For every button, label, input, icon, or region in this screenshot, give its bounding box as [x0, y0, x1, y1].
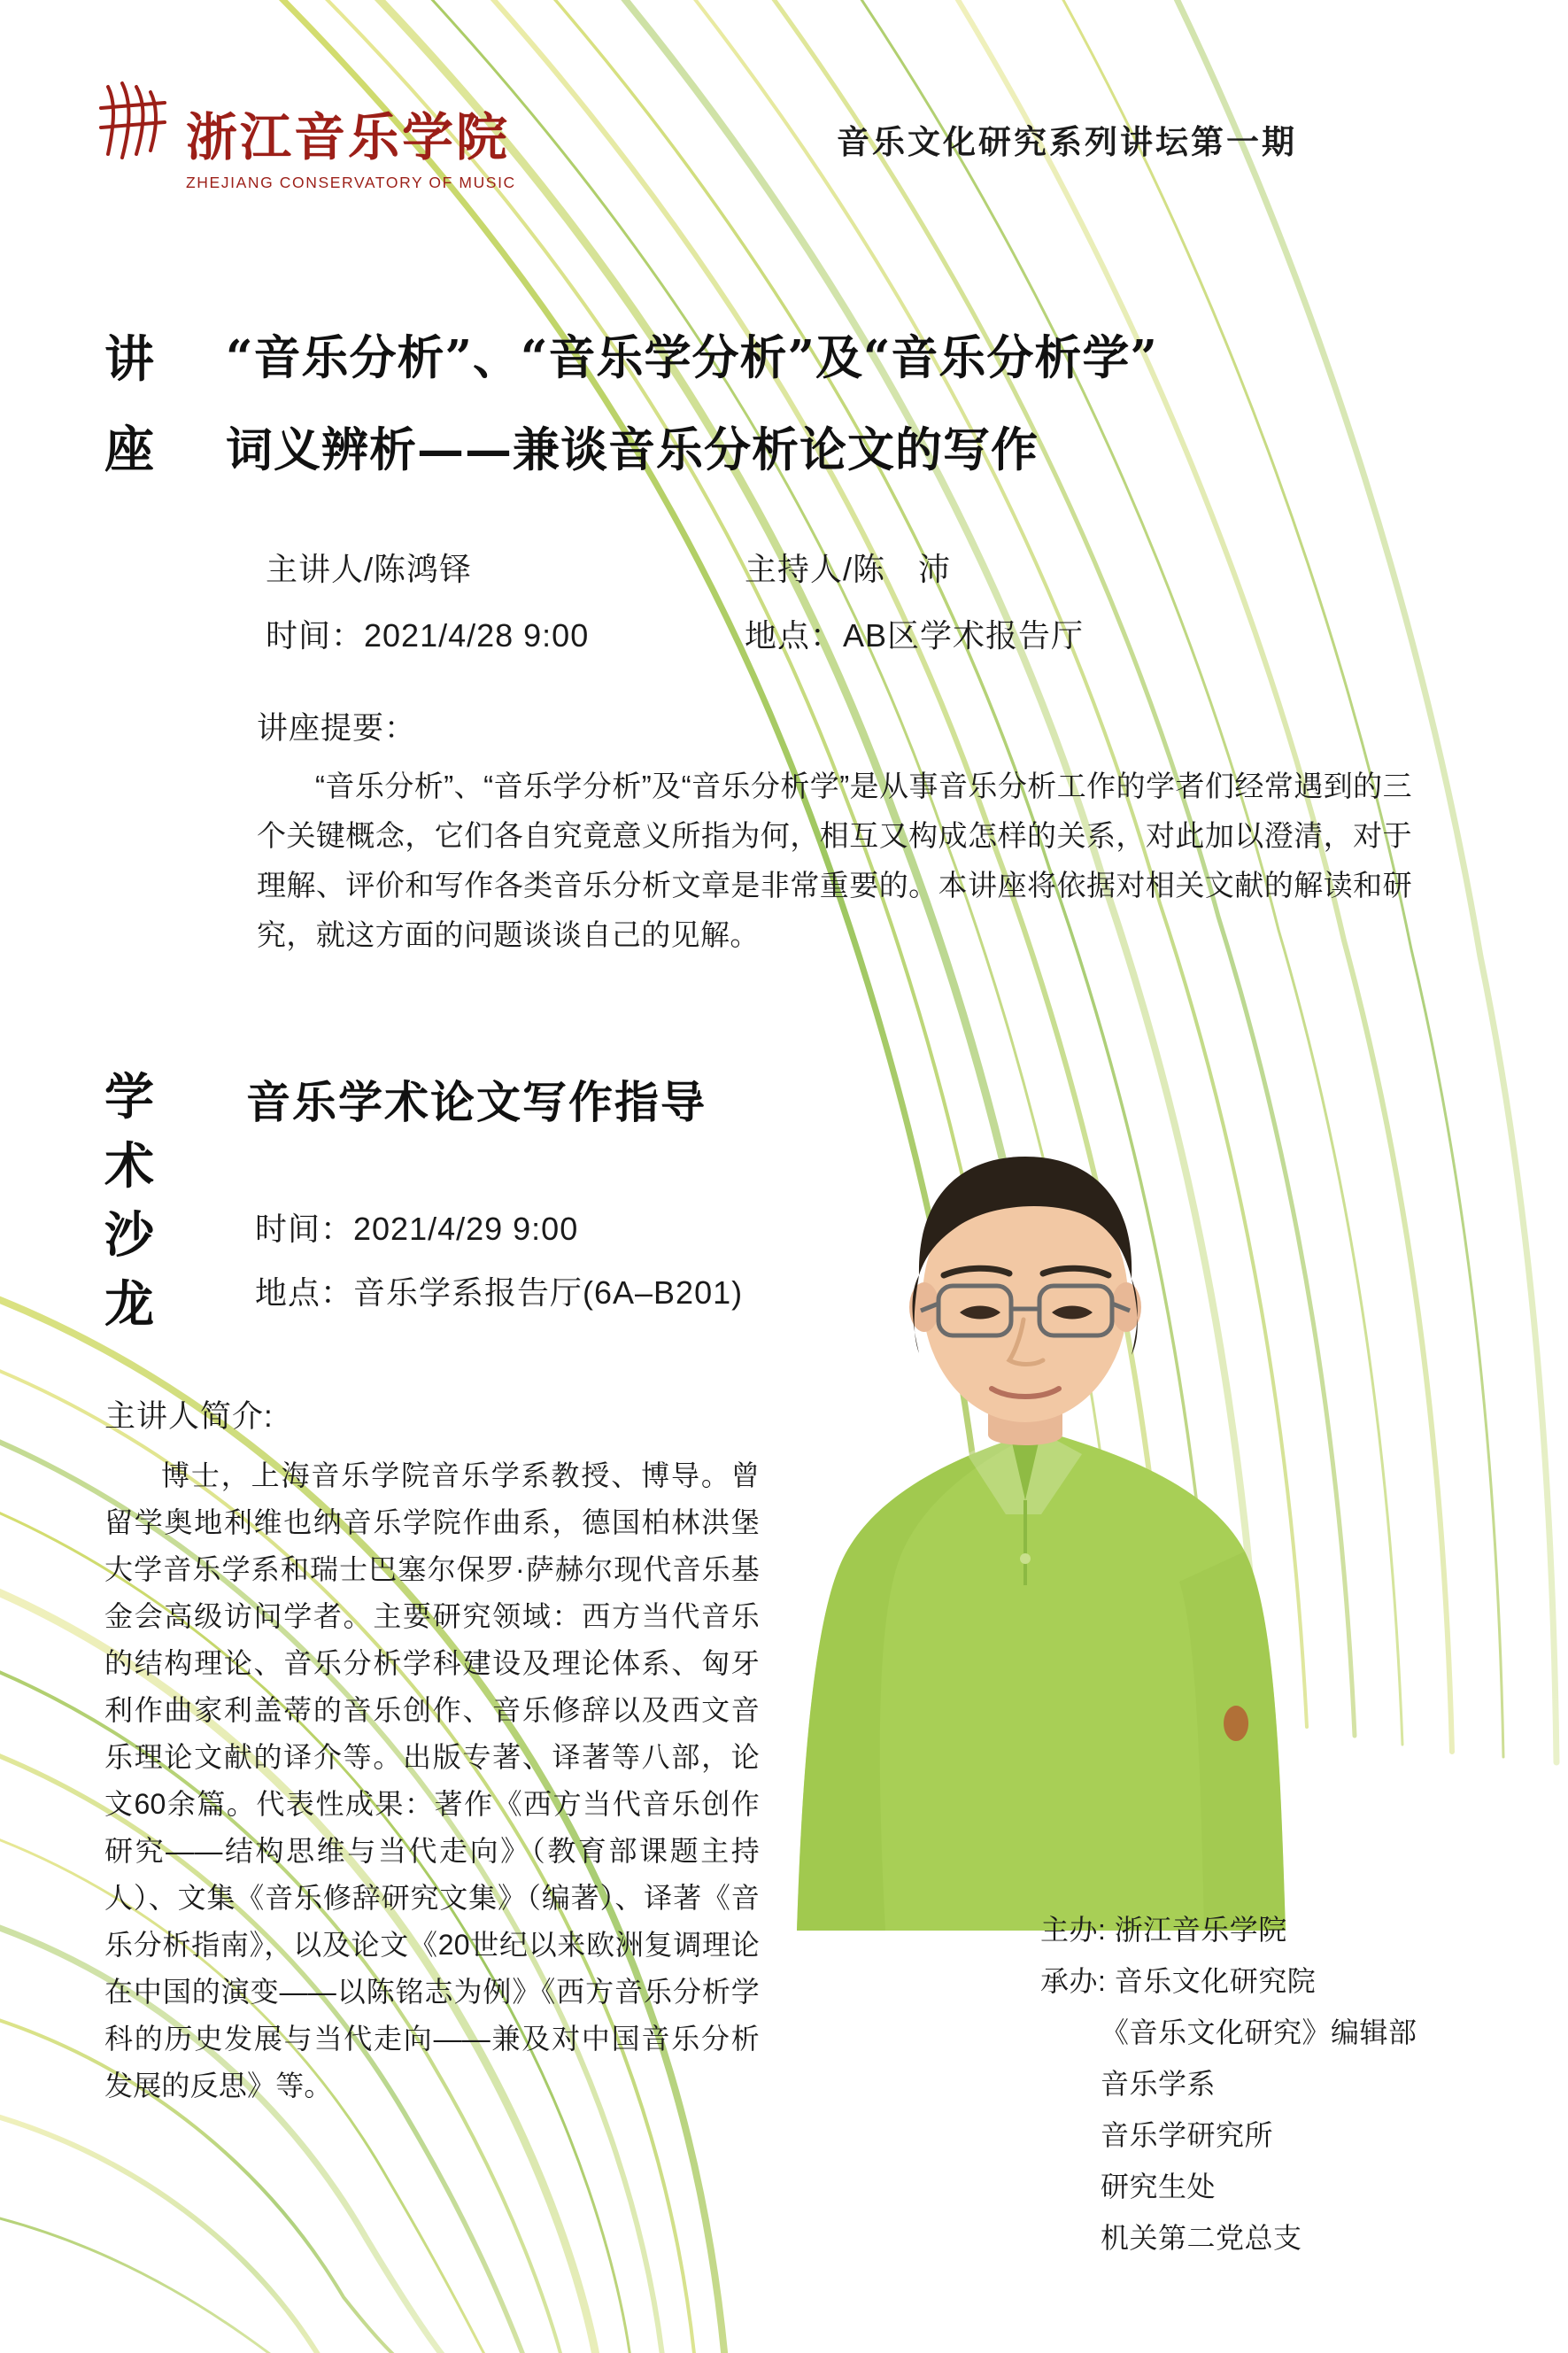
seal-mark-icon	[96, 78, 170, 163]
logo-chinese-name: 浙江音乐学院	[186, 107, 511, 167]
abstract-label: 讲座提要：	[257, 711, 417, 746]
lecture-host: 主持人/陈 沛	[745, 551, 952, 587]
lecture-people-row	[266, 545, 1461, 590]
organizer-line: 音乐学系	[1101, 2068, 1217, 2100]
organizer-line: 音乐学研究所	[1101, 2119, 1274, 2151]
lecture-time-venue-row	[266, 611, 1461, 656]
organizer-line: 机关第二党总支	[1101, 2222, 1302, 2254]
organizer-line: 承办: 音乐文化研究院	[1040, 1965, 1317, 1997]
lecture-time: 时间：2021/4/28 9:00	[266, 617, 590, 654]
organizer-line: 《音乐文化研究》编辑部	[1101, 2016, 1417, 2048]
salon-time: 时间：2021/4/29 9:00	[255, 1211, 579, 1247]
speaker-portrait	[744, 1142, 1310, 1931]
abstract-text: “音乐分析”、“音乐学分析”及“音乐分析学”是从事音乐分析工作的学者们经常遇到的三个关键概念，它们各自究竟意义所指为何，相互又构成怎样的关系，对此加以澄清，对于理解、评价和写作各类音乐分析文章是非常重要的。本讲座将依据对相关文献的解读和研究，就这方面的问题谈谈自己的见解。	[257, 770, 1412, 951]
salon-tag: 学术沙龙	[104, 1068, 154, 1334]
lecture-venue: 地点：AB区学术报告厅	[745, 617, 1085, 654]
bio-label: 主讲人简介:	[104, 1399, 274, 1434]
series-title: 音乐文化研究系列讲坛第一期	[837, 122, 1297, 161]
lecture-title-line-1: “音乐分析”、“音乐学分析”及“音乐分析学”	[226, 330, 1158, 385]
bio-text: 博士，上海音乐学院音乐学系教授、博导。曾留学奥地利维也纳音乐学院作曲系，德国柏林洪堡大学音乐学系和瑞士巴塞尔保罗·萨赫尔现代音乐基金会高级访问学者。主要研究领域：西方当代音乐的结构理论、音乐分析学科建设及理论体系、匈牙利作曲家利盖蒂的音乐创作、音乐修辞以及西文音乐理论文献的译介等。出版专著、译著等八部，论文60余篇。代表性成果：著作《西方当代音乐创作研究——结构思维与当代走向》（教育部课题主持人）、文集《音乐修辞研究文集》（编著）、译著《音乐分析指南》，以及论文《20世纪以来欧洲复调理论在中国的演变——以陈铭志为例》《西方音乐分析学科的历史发展与当代走向——兼及对中国音乐分析发展的反思》等。	[104, 1459, 760, 2101]
lecture-tag-line-1: 讲	[104, 330, 156, 389]
organizer-line: 研究生处	[1101, 2171, 1217, 2202]
lecture-title	[226, 312, 1483, 496]
lecture-title-line-2: 词义辨析——兼谈音乐分析论文的写作	[226, 422, 1039, 477]
lecture-speaker: 主讲人/陈鸿铎	[266, 551, 473, 587]
salon-venue: 地点：音乐学系报告厅(6A–B201)	[255, 1274, 744, 1311]
logo-english-name: ZHEJIANG CONSERVATORY OF MUSIC	[186, 174, 516, 191]
salon-title: 音乐学术论文写作指导	[246, 1076, 707, 1128]
organizer-line: 主办: 浙江音乐学院	[1040, 1914, 1287, 1946]
lecture-tag	[104, 314, 156, 495]
lecture-tag-line-2: 座	[104, 421, 156, 479]
organizers-block	[1040, 1904, 1417, 2264]
institution-logo	[96, 78, 556, 192]
